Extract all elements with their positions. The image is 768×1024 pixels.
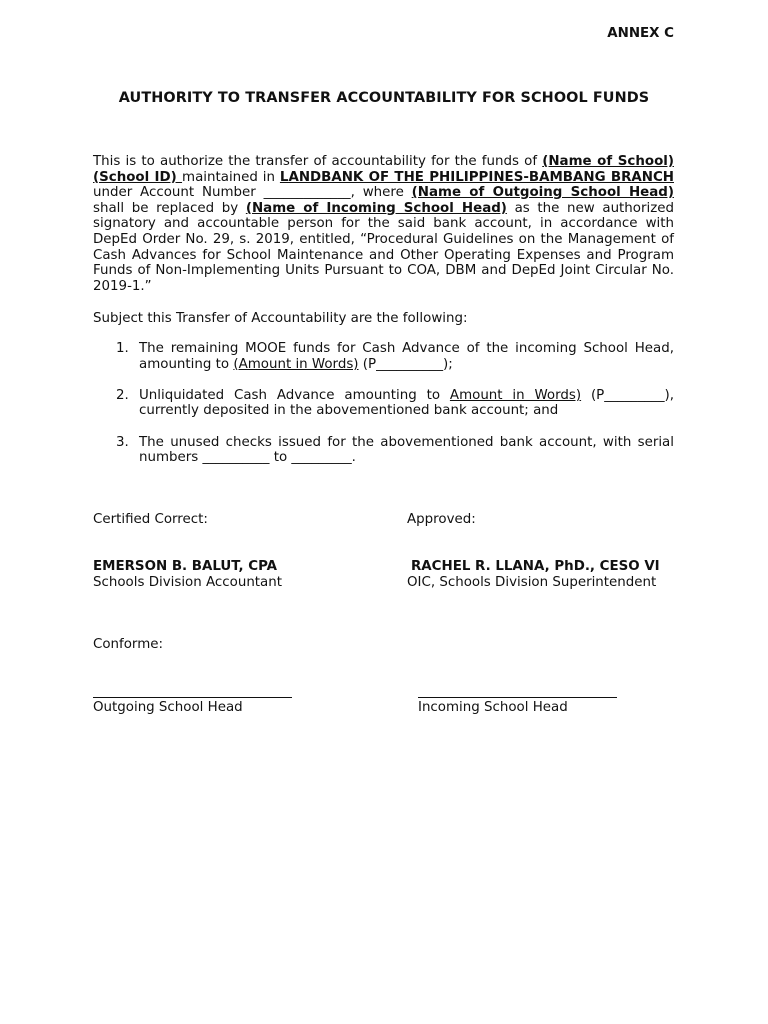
list-item-text: The unused checks issued for the abovementioned bank account, with serial numbers __________ to _________.	[139, 434, 674, 466]
outgoing-head-placeholder: (Name of Outgoing School Head)	[411, 185, 674, 201]
list-item-number: 2.	[116, 387, 129, 403]
para1-text-1: This is to authorize the transfer of accountability for the funds of	[93, 154, 543, 169]
outgoing-school-head-label: Outgoing School Head	[93, 700, 243, 715]
list-item-number: 3.	[116, 434, 129, 450]
subject-paragraph: Subject this Transfer of Accountability are the following:	[93, 311, 468, 326]
list-item	[93, 435, 674, 466]
accountant-name: EMERSON B. BALUT, CPA	[93, 559, 278, 574]
list-item-text: Unliquidated Cash Advance amounting to	[139, 387, 450, 403]
outgoing-signature-line	[93, 697, 292, 698]
para1-text-2: maintained in	[182, 169, 280, 185]
incoming-signature-line	[418, 697, 617, 698]
transfer-items-list	[93, 341, 674, 481]
list-item	[93, 341, 674, 372]
accountant-position: Schools Division Accountant	[93, 575, 283, 590]
school-name-placeholder: (Name of School) (School ID)	[93, 154, 674, 185]
certified-correct-label: Certified Correct:	[93, 512, 208, 527]
authorization-paragraph	[93, 154, 674, 294]
annex-label: ANNEX C	[607, 26, 674, 41]
superintendent-name: RACHEL R. LLANA, PhD., CESO VI	[411, 559, 660, 574]
document-title: AUTHORITY TO TRANSFER ACCOUNTABILITY FOR SCHOOL FUNDS	[118, 90, 650, 106]
list-item-number: 1.	[116, 341, 129, 356]
superintendent-position: OIC, Schools Division Superintendent	[407, 575, 657, 590]
incoming-head-placeholder: (Name of Incoming School Head)	[245, 200, 507, 216]
list-item-text: The remaining MOOE funds for Cash Advance of the incoming School Head, amounting to	[139, 341, 674, 372]
list-item-text: (P_________), currently deposited in the abovementioned bank account; and	[139, 387, 674, 419]
bank-name: LANDBANK OF THE PHILIPPINES-BAMBANG BRANCH	[279, 169, 674, 185]
amount-words-placeholder: (Amount in Words)	[233, 356, 359, 372]
para1-text-5: as the new authorized signatory and accountable person for the said bank account, in accordance with DepEd Order No. 29, s. 2019, entitled, “Procedural Guidelines on the Management of Cash Advances for School Maintenance and Other Operating Expenses and Program Funds of Non-Implementing Units Pursuant to COA, DBM and DepEd Joint Circular No. 2019-1.”	[93, 200, 674, 294]
para1-text-4: shall be replaced by	[93, 200, 246, 216]
conforme-label: Conforme:	[93, 637, 163, 652]
para1-text-3: under Account Number _____________, where	[93, 185, 412, 201]
list-item	[93, 388, 674, 419]
approved-label: Approved:	[407, 512, 476, 527]
amount-words-placeholder: Amount in Words)	[449, 387, 582, 403]
incoming-school-head-label: Incoming School Head	[418, 700, 568, 715]
list-item-text: (P__________);	[358, 356, 453, 372]
